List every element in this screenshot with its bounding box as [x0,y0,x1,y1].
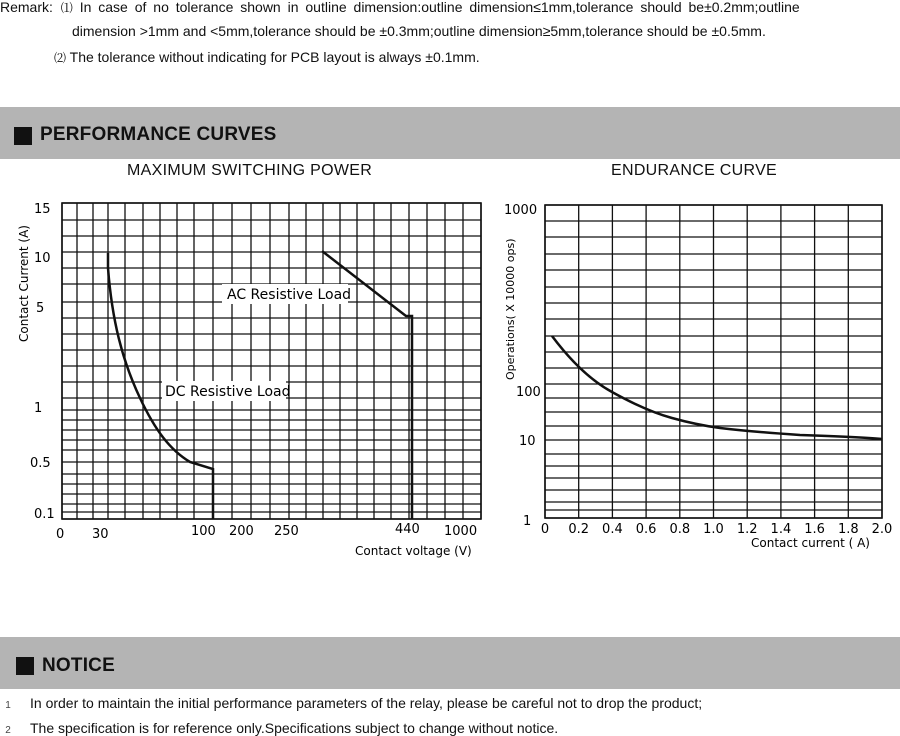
x-tick-200: 200 [229,524,254,539]
x2-tick-label: 0.8 [669,522,691,537]
y2-tick-10: 10 [519,434,536,449]
max-switching-power-chart [0,190,490,570]
remark-item2-marker: ⑵ [54,51,67,65]
chart1-x-axis-label: Contact voltage (V) [355,544,472,558]
y-tick-10: 10 [34,251,51,266]
y-tick-0.1: 0.1 [34,507,55,522]
x2-tick-label: 1.6 [804,522,825,537]
notice-item-2 [0,720,558,736]
x2-tick-label: 1.8 [837,522,859,537]
remark-prefix: Remark: [0,0,53,15]
x2-tick-label: 0.2 [568,522,590,537]
notice-header-bar [0,637,900,689]
y-tick-5: 5 [36,301,45,316]
chart1-y-axis-label: Contact Current (A) [17,225,31,342]
remark-line2-text: dimension >1mm and <5mm,tolerance should be ±0.3mm;outline dimension≥5mm,tolerance should be ±0.5mm. [72,23,766,39]
chart2-x-ticks [541,522,892,537]
chart1-title: MAXIMUM SWITCHING POWER [127,162,373,179]
remark-line1-text: In case of no tolerance shown in outline dimension:outline dimension≤1mm,tolerance should be±0.2mm;outline [79,0,800,15]
y2-tick-1000: 1000 [504,203,538,218]
remark-line3-text: The tolerance without indicating for PCB layout is always ±0.1mm. [69,49,480,65]
x2-tick-label: 1.0 [703,522,724,537]
endurance-curve-chart [490,190,900,570]
notice-item-1 [0,695,702,711]
x2-tick-label: 2.0 [871,522,893,537]
notice-marker-2: 2 [5,725,11,736]
x2-tick-label: 0.4 [602,522,623,537]
dc-resistive-load-label: DC Resistive Load [165,384,291,400]
performance-header-bar [0,107,900,159]
x2-tick-label: 1.2 [736,522,758,537]
notice-text-1: In order to maintain the initial performance parameters of the relay, please be careful not to drop the product; [30,695,703,711]
chart2-title: ENDURANCE CURVE [611,162,778,179]
x-tick-250: 250 [274,524,299,539]
remark-line-3 [54,44,480,71]
chart2-x-axis-label: Contact current ( A) [751,536,870,550]
x2-tick-label: 1.4 [770,522,792,537]
x-tick-0: 0 [56,527,65,542]
x2-tick-label: 0.6 [635,522,657,537]
y2-tick-100: 100 [516,385,541,400]
y-tick-1: 1 [34,401,43,416]
remark-item1-marker: ⑴ [60,1,73,15]
notice-marker-1: 1 [5,700,11,711]
chart2-grid [545,205,882,518]
y2-tick-1: 1 [523,514,532,529]
x2-tick-label: 0 [540,522,550,537]
performance-heading: PERFORMANCE CURVES [40,124,277,145]
notice-text-2: The specification is for reference only.Specifications subject to change without notice. [30,720,559,736]
notice-square-icon [16,657,34,675]
x-tick-30: 30 [92,527,109,542]
notice-heading: NOTICE [42,655,115,676]
x-tick-1000: 1000 [444,524,478,539]
y-tick-0.5: 0.5 [30,456,51,471]
ac-resistive-load-label: AC Resistive Load [227,287,352,303]
y-tick-15: 15 [34,202,51,217]
x-tick-100: 100 [191,524,216,539]
x-tick-440: 440 [395,522,420,537]
chart2-y-axis-label: Operations( X 10000 ops) [504,238,517,380]
section-square-icon [14,127,32,145]
